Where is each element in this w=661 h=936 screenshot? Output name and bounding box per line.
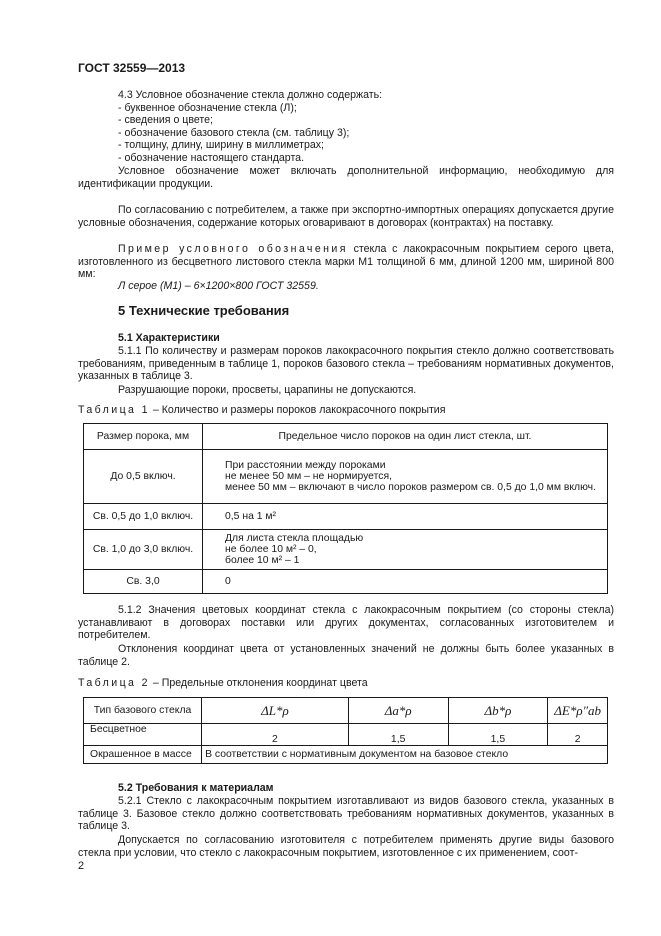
sec43-intro: 4.3 Условное обозначение стекла должно содержать: (118, 89, 383, 101)
table-header-row (84, 698, 608, 724)
table-2 (83, 697, 608, 764)
table-cell (203, 530, 608, 570)
table-header: ΔL*ρ (202, 698, 349, 724)
cell-line: 0,5 на 1 м² (225, 511, 277, 522)
paragraph: 5.1.1 По количеству и размерам пороков лакокрасочного покрытия стекло должно соответствовать требованиям, приведенным в таблице 1, пороков базового стекла – требованиям нормативных документов, указанных в таблице 3. (78, 345, 614, 383)
table-cell: 1,5 (448, 724, 548, 746)
cell-line: более 10 м² – 1 (225, 555, 300, 566)
cell-line: Для листа стекла площадью (225, 533, 364, 544)
caption-label: Таблица 1 (78, 404, 150, 416)
list-item: - толщину, длину, ширину в миллиметрах; (118, 139, 324, 151)
cell-line: При расстоянии между пороками (225, 460, 386, 471)
table-row (84, 504, 608, 530)
table-cell: Св. 1,0 до 3,0 включ. (84, 530, 203, 570)
paragraph: Разрушающие пороки, просветы, царапины не допускаются. (118, 384, 417, 396)
paragraph: Отклонения координат цвета от установленных значений не должны быть более указанных в таблице 2. (78, 643, 614, 668)
table-row (84, 530, 608, 570)
subsection-title: 5.1 Характеристики (118, 332, 220, 344)
table2-caption (78, 677, 368, 689)
table-cell: До 0,5 включ. (84, 450, 203, 504)
table-row (84, 450, 608, 504)
table-cell: В соответствии с нормативным документом на базовое стекло (202, 746, 608, 764)
example-paragraph (78, 243, 614, 281)
table-cell (203, 450, 608, 504)
page-number: 2 (78, 860, 85, 872)
list-item: - обозначение базового стекла (см. таблицу 3); (118, 127, 350, 139)
caption-text: – Предельные отклонения координат цвета (149, 677, 368, 689)
paragraph: По согласованию с потребителем, а также при экспортно-импортных операциях допускается другие условные обозначения, содержание которых оговаривают в договорах (контрактах) на поставку. (78, 204, 614, 229)
cell-line: 0 (225, 576, 231, 587)
table-header-row (84, 424, 608, 450)
paragraph: Условное обозначение может включать дополнительной информацию, необходимую для идентификации продукции. (78, 165, 614, 190)
cell-line: не более 10 м² – 0, (225, 544, 317, 555)
subsection-title: 5.2 Требования к материалам (118, 782, 274, 794)
table-cell: 2 (548, 724, 608, 746)
table-header: Δb*ρ (448, 698, 548, 724)
table-row (84, 724, 608, 746)
table-cell (203, 570, 608, 594)
paragraph: Допускается по согласованию изготовителя с потребителем применять другие виды базового стекла при условии, что стекло с лакокрасочным покрытием, изготовленное с их применением, соот- (78, 834, 614, 859)
table-cell: Св. 0,5 до 1,0 включ. (84, 504, 203, 530)
example-label: Пример условного обозначения (118, 243, 348, 255)
table-header: Тип базового стекла (84, 698, 202, 724)
example-code: Л серое (М1) – 6×1200×800 ГОСТ 32559. (118, 280, 319, 292)
table-cell (203, 504, 608, 530)
list-item: - сведения о цвете; (118, 114, 213, 126)
list-item: - буквенное обозначение стекла (Л); (118, 102, 297, 114)
paragraph: 5.2.1 Стекло с лакокрасочным покрытием изготавливают из видов базового стекла, указанных в таблице 3. Базовое стекло должно соответствовать требованиям нормативных документов, указанных в таблице 3. (78, 795, 614, 833)
table-cell: Бесцветное (84, 724, 202, 746)
document-header: ГОСТ 32559—2013 (78, 61, 186, 75)
example-text: стекла с лакокрасочным покрытием серого цвета, изготовленного из бесцветного листового стекла марки М1 толщиной 6 мм, длиной 1200 мм, шириной 800 мм: (78, 243, 614, 281)
table-cell: Св. 3,0 (84, 570, 203, 594)
table-cell: 2 (202, 724, 349, 746)
table-header: Δa*ρ (348, 698, 448, 724)
table-header: Размер порока, мм (84, 424, 203, 450)
table-row (84, 570, 608, 594)
table-cell: Окрашенное в массе (84, 746, 202, 764)
paragraph: 5.1.2 Значения цветовых координат стекла с лакокрасочным покрытием (со стороны стекла) устанавливают в договорах поставки или других документах, согласованных изготовителем и потребителем. (78, 604, 614, 642)
caption-label: Таблица 2 (78, 677, 150, 689)
table-1 (83, 423, 608, 594)
cell-line: не менее 50 мм – не нормируется, (225, 471, 392, 482)
table-cell: 1,5 (348, 724, 448, 746)
caption-text: – Количество и размеры пороков лакокрасочного покрытия (149, 404, 446, 416)
section-title: 5 Технические требования (118, 303, 290, 318)
table-header: Предельное число пороков на один лист стекла, шт. (203, 424, 608, 450)
list-item: - обозначение настоящего стандарта. (118, 152, 305, 164)
table-header: ΔE*ρ″ab (548, 698, 608, 724)
cell-line: менее 50 мм – включают в число пороков размером св. 0,5 до 1,0 мм включ. (225, 482, 596, 493)
table-row (84, 746, 608, 764)
table1-caption (78, 404, 445, 416)
